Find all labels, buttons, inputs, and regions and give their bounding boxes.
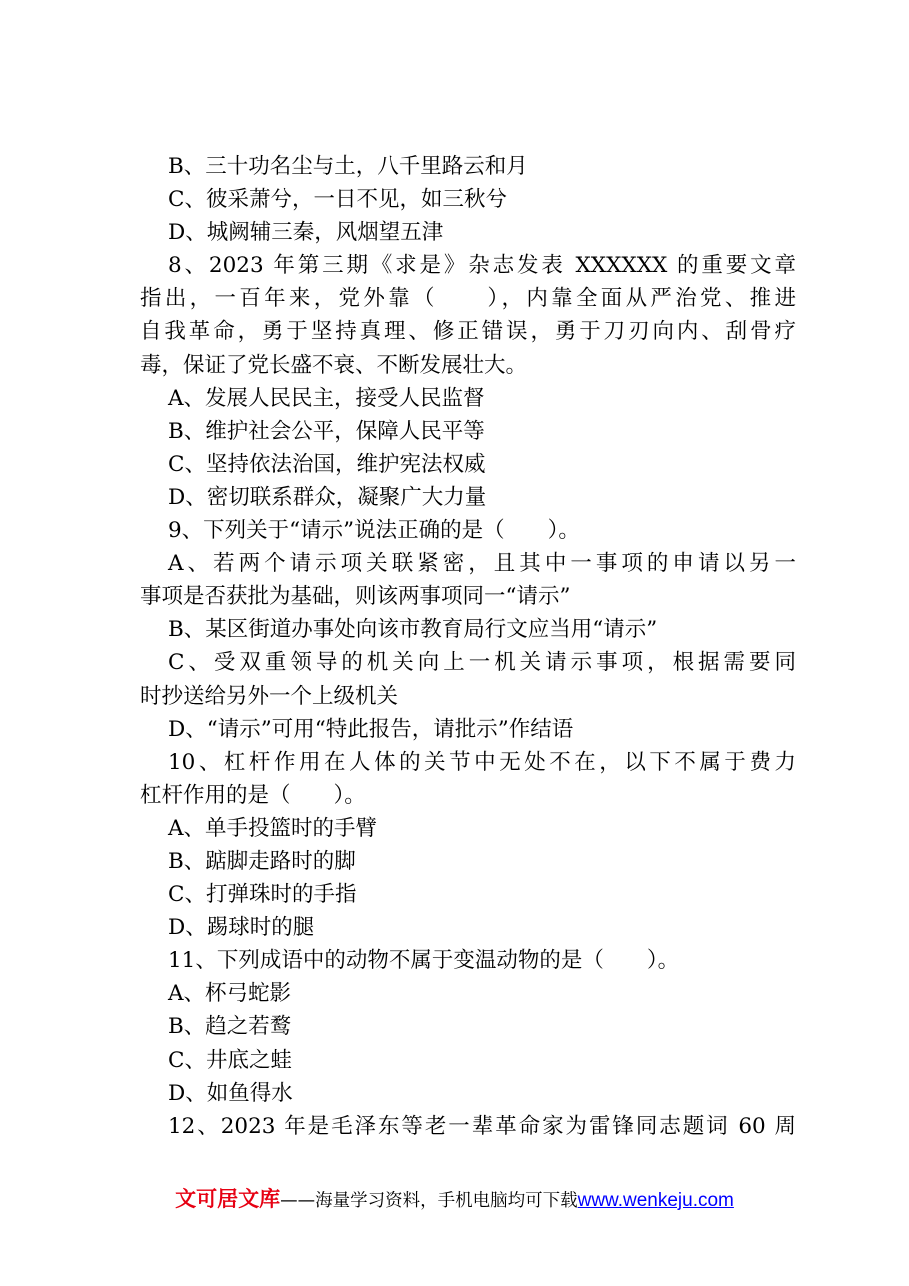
question-line: 9、下列关于“请示”说法正确的是（ ）。 <box>168 518 580 544</box>
page-footer <box>0 1183 909 1213</box>
option-line: C、彼采萧兮，一日不见，如三秋兮 <box>168 187 507 213</box>
option-line: D、密切联系群众，凝聚广大力量 <box>168 484 487 510</box>
option-line: C、坚持依法治国，维护宪法权威 <box>168 451 486 477</box>
question-line: 自我革命，勇于坚持真理、修正错误，勇于刀刃向内、刮骨疗 <box>140 319 796 345</box>
option-line: D、如鱼得水 <box>168 1080 293 1106</box>
question-line: 毒，保证了党长盛不衰、不断发展壮大。 <box>140 352 528 378</box>
option-line: C、井底之蛙 <box>168 1047 292 1073</box>
option-line: B、某区街道办事处向该市教育局行文应当用“请示” <box>168 617 658 643</box>
option-line: B、踮脚走路时的脚 <box>168 848 356 874</box>
footer-url-link[interactable]: www.wenkeju.com <box>577 1190 734 1211</box>
option-line: C、受双重领导的机关向上一机关请示事项，根据需要同 <box>168 650 796 676</box>
option-line: A、杯弓蛇影 <box>168 981 292 1007</box>
question-line: 8、2023 年第三期《求是》杂志发表 XXXXXX 的重要文章 <box>168 253 796 279</box>
question-line: 12、2023 年是毛泽东等老一辈革命家为雷锋同志题词 60 周 <box>168 1113 796 1139</box>
option-line: C、打弹珠时的手指 <box>168 882 357 908</box>
option-line: B、维护社会公平，保障人民平等 <box>168 418 485 444</box>
document-body <box>140 150 796 1143</box>
option-line: D、城阙辅三秦，风烟望五津 <box>168 220 444 246</box>
option-line: D、踢球时的腿 <box>168 915 315 941</box>
question-line: 指出，一百年来，党外靠（ ），内靠全面从严治党、推进 <box>140 286 796 312</box>
option-line: 时抄送给另外一个上级机关 <box>140 683 399 709</box>
question-line: 10、杠杆作用在人体的关节中无处不在，以下不属于费力 <box>168 749 796 775</box>
footer-brand: 文可居文库 <box>175 1187 281 1211</box>
question-line: 杠杆作用的是（ ）。 <box>140 782 366 808</box>
option-line: 事项是否获批为基础，则该两事项同一“请示” <box>140 584 571 610</box>
question-line: 11、下列成语中的动物不属于变温动物的是（ ）。 <box>168 948 680 974</box>
footer-slogan: ——海量学习资料，手机电脑均可下载 <box>280 1191 578 1211</box>
option-line: A、发展人民民主，接受人民监督 <box>168 385 485 411</box>
option-line: B、趋之若鹜 <box>168 1014 292 1040</box>
option-line: A、单手投篮时的手臂 <box>168 815 378 841</box>
option-line: B、三十功名尘与土，八千里路云和月 <box>168 154 528 179</box>
option-line: D、“请示”可用“特此报告，请批示”作结语 <box>168 716 574 742</box>
option-line: A、若两个请示项关联紧密，且其中一事项的申请以另一 <box>168 551 796 577</box>
